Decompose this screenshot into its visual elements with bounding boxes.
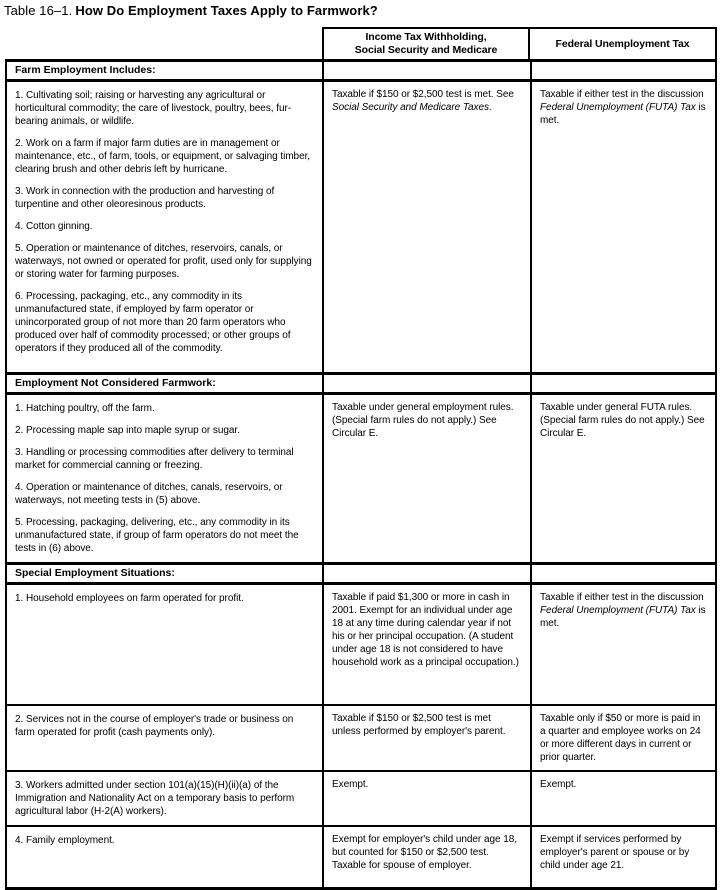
row-item-text: 2. Services not in the course of employer's trade or business on farm operated for profit (cash payments only). bbox=[15, 714, 294, 738]
italic-text-run: Federal Unemployment (FUTA) Tax bbox=[540, 102, 696, 113]
section-header-label: Employment Not Considered Farmwork: bbox=[15, 377, 216, 389]
italic-text-run: Social Security and Medicare Taxes bbox=[332, 102, 489, 113]
column-header-row bbox=[5, 27, 717, 59]
text-run: Taxable if either test in the discussion bbox=[540, 592, 704, 603]
section-header-futa-cell bbox=[530, 375, 715, 392]
text-run: Taxable under general FUTA rules. (Special farm rules do not apply.) See Circular E. bbox=[540, 402, 705, 439]
row-item-text: 4. Operation or maintenance of ditches, canals, reservoirs, or waterways, not meeting tests in (5) above. bbox=[15, 482, 283, 506]
table-row bbox=[7, 395, 715, 562]
row-description-cell bbox=[7, 82, 322, 372]
section-header-futa-cell bbox=[530, 62, 715, 79]
row-description-cell bbox=[7, 706, 322, 770]
column-header-income-tax-line1: Income Tax Withholding, bbox=[365, 31, 487, 43]
futa-cell bbox=[530, 395, 715, 562]
row-description-cell bbox=[7, 772, 322, 825]
row-item-text: 3. Work in connection with the production and harvesting of turpentine and other oleoresinous products. bbox=[15, 186, 275, 210]
futa-cell bbox=[530, 827, 715, 887]
row-item-text: 3. Workers admitted under section 101(a)(15)(H)(ii)(a) of the Immigration and Nationality Act on a temporary basis to perform agricultural labor (H-2(A) workers). bbox=[15, 780, 295, 817]
section-header-row bbox=[7, 372, 715, 395]
text-run: Exempt. bbox=[332, 779, 369, 790]
row-item-text: 5. Processing, packaging, delivering, etc., any commodity in its unmanufactured state, if group of farm operators do not meet the tests in (6) above. bbox=[15, 517, 299, 554]
text-run: is met. bbox=[540, 605, 706, 629]
table-title bbox=[4, 3, 721, 18]
table-row bbox=[7, 585, 715, 704]
income-tax-cell bbox=[322, 585, 530, 704]
table-number-label: Table 16–1. bbox=[4, 3, 73, 18]
text-run: Taxable only if $50 or more is paid in a quarter and employee works on 24 or more different days in current or prior quarter. bbox=[540, 713, 701, 763]
table-row bbox=[7, 770, 715, 825]
futa-cell bbox=[530, 82, 715, 372]
text-run: Taxable under general employment rules. (Special farm rules do not apply.) See Circular E. bbox=[332, 402, 514, 439]
row-item-text: 4. Cotton ginning. bbox=[15, 221, 93, 232]
income-tax-cell bbox=[322, 82, 530, 372]
text-run: Taxable if paid $1,300 or more in cash in 2001. Exempt for an individual under age 18 at any time during calendar year if not his or her principal occupation. (A student under age 18 is not considered to have household work as a principal occupation.) bbox=[332, 592, 519, 668]
section-header-label: Special Employment Situations: bbox=[15, 567, 175, 579]
row-item-text: 5. Operation or maintenance of ditches, reservoirs, canals, or waterways, not owned or operated for profit, used only for supplying or storing water for farming purposes. bbox=[15, 243, 312, 280]
table-row bbox=[7, 704, 715, 770]
text-run: Taxable if either test in the discussion bbox=[540, 89, 704, 100]
table-row bbox=[7, 825, 715, 887]
text-run: is met. bbox=[540, 102, 706, 126]
row-item-text: 2. Processing maple sap into maple syrup or sugar. bbox=[15, 425, 240, 436]
section-header-label: Farm Employment Includes: bbox=[15, 64, 156, 76]
section-header-income-tax-cell bbox=[322, 565, 530, 582]
text-run: Exempt. bbox=[540, 779, 577, 790]
text-run: Exempt for employer's child under age 18, but counted for $150 or $2,500 test. Taxable for spouse of employer. bbox=[332, 834, 517, 871]
table-row bbox=[7, 82, 715, 372]
row-item-text: 1. Hatching poultry, off the farm. bbox=[15, 403, 155, 414]
section-header-row bbox=[7, 62, 715, 82]
column-header-income-tax bbox=[322, 27, 530, 59]
section-header-income-tax-cell bbox=[322, 62, 530, 79]
text-run: Taxable if $150 or $2,500 test is met unless performed by employer's parent. bbox=[332, 713, 506, 737]
income-tax-cell bbox=[322, 827, 530, 887]
italic-text-run: Federal Unemployment (FUTA) Tax bbox=[540, 605, 696, 616]
futa-cell bbox=[530, 772, 715, 825]
section-header-futa-cell bbox=[530, 565, 715, 582]
column-header-futa bbox=[530, 27, 717, 59]
row-item-text: 4. Family employment. bbox=[15, 835, 115, 846]
futa-cell bbox=[530, 706, 715, 770]
income-tax-cell bbox=[322, 772, 530, 825]
row-item-text: 6. Processing, packaging, etc., any commodity in its unmanufactured state, if employed by farm operator or unincorporated group of not more than 20 farm operators who produced over half of commodity processed; or other groups of operators if they produced all of the commodity. bbox=[15, 291, 291, 354]
text-run: Exempt if services performed by employer's parent or spouse or by child under age 21. bbox=[540, 834, 690, 871]
text-run: . bbox=[488, 102, 492, 113]
table-title-text: How Do Employment Taxes Apply to Farmwork? bbox=[75, 3, 378, 18]
row-item-text: 1. Cultivating soil; raising or harvesting any agricultural or horticultural commodity; the care of livestock, poultry, bees, fur-bearing animals, or wildlife. bbox=[15, 90, 292, 127]
text-run: Taxable if $150 or $2,500 test is met. See bbox=[332, 89, 514, 100]
income-tax-cell bbox=[322, 395, 530, 562]
column-header-income-tax-line2: Social Security and Medicare bbox=[354, 44, 498, 56]
row-description-cell bbox=[7, 585, 322, 704]
row-description-cell bbox=[7, 395, 322, 562]
column-header-spacer bbox=[5, 27, 322, 59]
row-item-text: 2. Work on a farm if major farm duties are in management or maintenance, etc., of farm, tools, or equipment, or salvaging timber, clearing brush and other debris left by hurricane. bbox=[15, 138, 311, 175]
row-item-text: 3. Handling or processing commodities after delivery to terminal market for commercial canning or freezing. bbox=[15, 447, 294, 471]
row-item-text: 1. Household employees on farm operated for profit. bbox=[15, 593, 244, 604]
column-header-futa-text: Federal Unemployment Tax bbox=[555, 37, 690, 50]
section-header-row bbox=[7, 562, 715, 585]
futa-cell bbox=[530, 585, 715, 704]
income-tax-cell bbox=[322, 706, 530, 770]
section-header-income-tax-cell bbox=[322, 375, 530, 392]
document-page bbox=[0, 3, 721, 882]
row-description-cell bbox=[7, 827, 322, 887]
employment-tax-table bbox=[5, 59, 717, 890]
